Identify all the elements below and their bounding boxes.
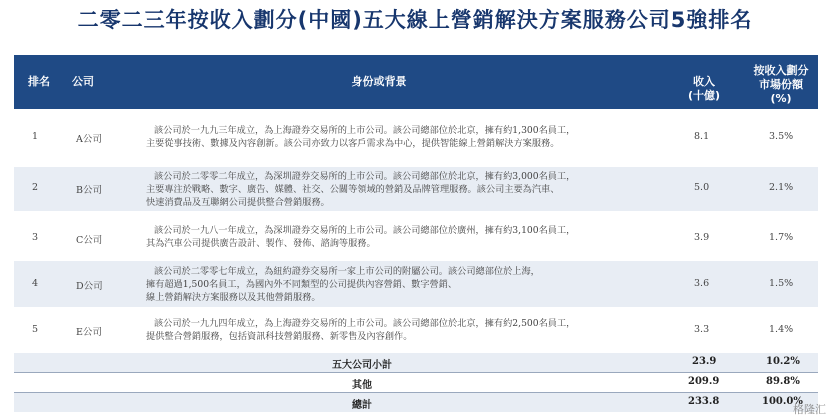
row-description: 該公司於一九八一年成立，為深圳證券交易所的上市公司。該公司總部位於廣州，擁有約3,100名員工， 其為汽車公司提供廣告設計、製作、發佈、諮詢等服務。 [146, 225, 576, 249]
row-share: 1.5% [769, 278, 794, 289]
watermark: 格隆汇 [793, 403, 826, 416]
header-share: 按收入劃分 市場份額 (%) [753, 64, 809, 105]
page-title: 二零二三年按收入劃分(中國)五大線上營銷解決方案服務公司5強排名 [77, 8, 753, 32]
row-company: B公司 [76, 185, 102, 196]
header-background: 身份或背景 [351, 75, 407, 88]
row-share: 2.1% [769, 182, 794, 193]
summary-label: 五大公司小計 [332, 360, 392, 371]
table-row [14, 261, 818, 307]
header-rank: 排名 [28, 75, 50, 88]
summary-share: 89.8% [766, 376, 800, 387]
row-rank: 5 [32, 324, 39, 335]
summary-label: 總計 [352, 400, 372, 411]
row-revenue: 5.0 [694, 182, 710, 193]
summary-revenue: 209.9 [688, 376, 720, 387]
row-company: E公司 [76, 327, 102, 338]
row-company: D公司 [76, 281, 103, 292]
table-row [14, 167, 818, 211]
row-description: 該公司於一九九三年成立，為上海證券交易所的上市公司。該公司總部位於北京，擁有約1,300名員工， 主要從事技術、數據及內容創新。該公司亦致力以客戶需求為中心，提供智能線上營銷解決方案服務。 [146, 125, 576, 149]
table-row [14, 116, 818, 160]
row-rank: 1 [32, 131, 39, 142]
summary-share: 10.2% [766, 356, 800, 367]
table-header [14, 55, 818, 109]
summary-revenue: 233.8 [688, 396, 720, 407]
summary-row [14, 393, 818, 412]
table-row [14, 310, 818, 352]
row-company: A公司 [76, 134, 102, 145]
row-company: C公司 [76, 235, 103, 246]
row-description: 該公司於一九九四年成立，為上海證券交易所的上市公司。該公司總部位於北京，擁有約2,500名員工， 提供整合營銷服務，包括資訊科技營銷服務、新零售及內容創作。 [146, 318, 576, 342]
row-share: 1.4% [769, 324, 794, 335]
header-company: 公司 [72, 75, 94, 88]
header-revenue: 收入 (十億) [687, 75, 721, 102]
row-revenue: 3.3 [694, 324, 710, 335]
table-row [14, 216, 818, 260]
row-rank: 3 [32, 232, 39, 243]
row-description: 該公司於二零零二年成立，為深圳證券交易所的上市公司。該公司總部位於北京，擁有約3,000名員工， 主要專注於戰略、數字、廣告、媒體、社交、公關等領域的營銷及品牌管理服務。該公司主要為汽車、 快速消費品及互聯網公司提供整合營銷服務。 [146, 171, 576, 208]
summary-label: 其他 [352, 380, 372, 391]
summary-row [14, 373, 818, 392]
summary-share: 100.0% [762, 396, 803, 407]
summary-revenue: 23.9 [692, 356, 717, 367]
row-share: 3.5% [769, 131, 794, 142]
row-revenue: 3.6 [694, 278, 710, 289]
row-revenue: 8.1 [694, 131, 710, 142]
row-rank: 2 [32, 182, 39, 193]
summary-row [14, 353, 818, 372]
row-rank: 4 [32, 278, 39, 289]
row-share: 1.7% [769, 232, 794, 243]
row-revenue: 3.9 [694, 232, 710, 243]
row-description: 該公司於二零零七年成立，為紐約證券交易所一家上市公司的附屬公司。該公司總部位於上海， 擁有超過1,500名員工，為國內外不同類型的公司提供內容營銷、數字營銷、 線上營銷解決方案服務以及其他營銷服務。 [146, 266, 540, 303]
